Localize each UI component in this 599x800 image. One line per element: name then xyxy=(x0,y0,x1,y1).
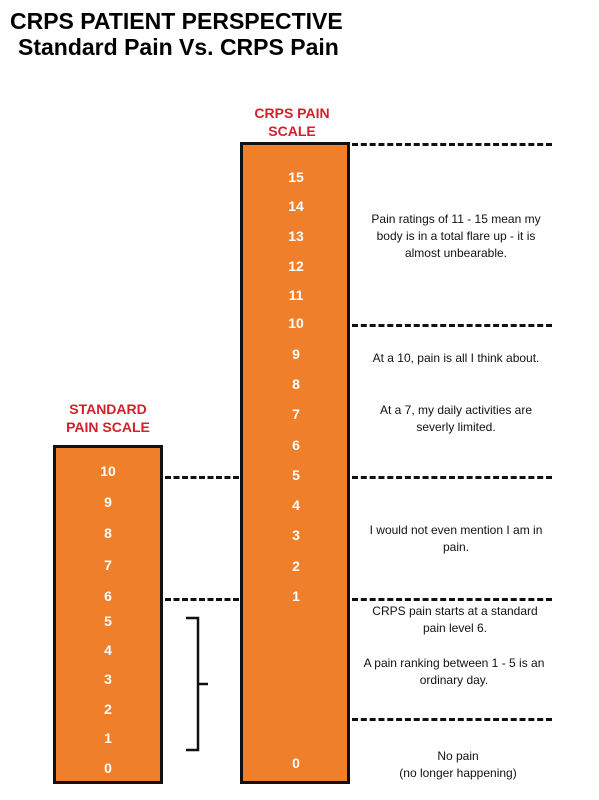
dashed-line-level-1-right xyxy=(352,598,552,601)
crps-level-2: 2 xyxy=(292,558,300,574)
standard-level-1: 1 xyxy=(104,730,112,746)
note-not-mention: I would not even mention I am in pain. xyxy=(369,523,543,554)
crps-level-14: 14 xyxy=(288,198,304,214)
standard-level-10: 10 xyxy=(100,463,116,479)
standard-level-9: 9 xyxy=(104,494,112,510)
standard-level-7: 7 xyxy=(104,557,112,573)
standard-header-line-1: STANDARD xyxy=(69,401,147,417)
dashed-line-bottom xyxy=(352,718,552,721)
standard-scale-header xyxy=(52,400,164,436)
standard-level-8: 8 xyxy=(104,525,112,541)
crps-level-4: 4 xyxy=(292,497,300,513)
dashed-line-level-1-left xyxy=(165,598,239,601)
note-no-pain-line-1: No pain xyxy=(437,749,479,763)
standard-level-2: 2 xyxy=(104,701,112,717)
crps-level-7: 7 xyxy=(292,406,300,422)
standard-level-0: 0 xyxy=(104,760,112,776)
standard-header-line-2: PAIN SCALE xyxy=(66,419,150,435)
crps-level-1: 1 xyxy=(292,588,300,604)
note-flare-up: Pain ratings of 11 - 15 mean my body is in a total flare up - it is almost unbearable. xyxy=(371,212,541,260)
note-no-pain-line-2: (no longer happening) xyxy=(399,766,517,780)
crps-level-3: 3 xyxy=(292,527,300,543)
title-line-2: Standard Pain Vs. CRPS Pain xyxy=(18,34,339,60)
crps-level-13: 13 xyxy=(288,228,304,244)
crps-level-6: 6 xyxy=(292,437,300,453)
crps-level-10: 10 xyxy=(288,315,304,331)
title-line-1: CRPS PATIENT PERSPECTIVE xyxy=(10,8,343,34)
crps-level-11: 11 xyxy=(288,287,304,303)
standard-level-5: 5 xyxy=(104,613,112,629)
crps-level-5: 5 xyxy=(292,467,300,483)
crps-header-line-2: SCALE xyxy=(268,123,316,139)
crps-level-8: 8 xyxy=(292,376,300,392)
crps-level-9: 9 xyxy=(292,346,300,362)
note-at-7: At a 7, my daily activities are severly limited. xyxy=(379,403,533,434)
bracket-1-5 xyxy=(184,616,214,752)
note-no-pain xyxy=(370,748,546,782)
dashed-line-level-5-left xyxy=(165,476,239,479)
standard-level-6: 6 xyxy=(104,588,112,604)
page-title xyxy=(10,8,343,60)
note-ordinary-day: A pain ranking between 1 - 5 is an ordinary day. xyxy=(363,656,545,687)
crps-level-15: 15 xyxy=(288,169,304,185)
dashed-line-level-10 xyxy=(352,324,552,327)
crps-scale-header xyxy=(238,104,346,140)
crps-level-12: 12 xyxy=(288,258,304,274)
standard-level-3: 3 xyxy=(104,671,112,687)
crps-header-line-1: CRPS PAIN xyxy=(254,105,330,121)
crps-level-0: 0 xyxy=(292,755,300,771)
note-at-10: At a 10, pain is all I think about. xyxy=(372,351,540,365)
note-starts-at-6: CRPS pain starts at a standard pain level 6. xyxy=(372,604,538,635)
standard-level-4: 4 xyxy=(104,642,112,658)
dashed-line-top xyxy=(352,143,552,146)
dashed-line-level-5-right xyxy=(352,476,552,479)
